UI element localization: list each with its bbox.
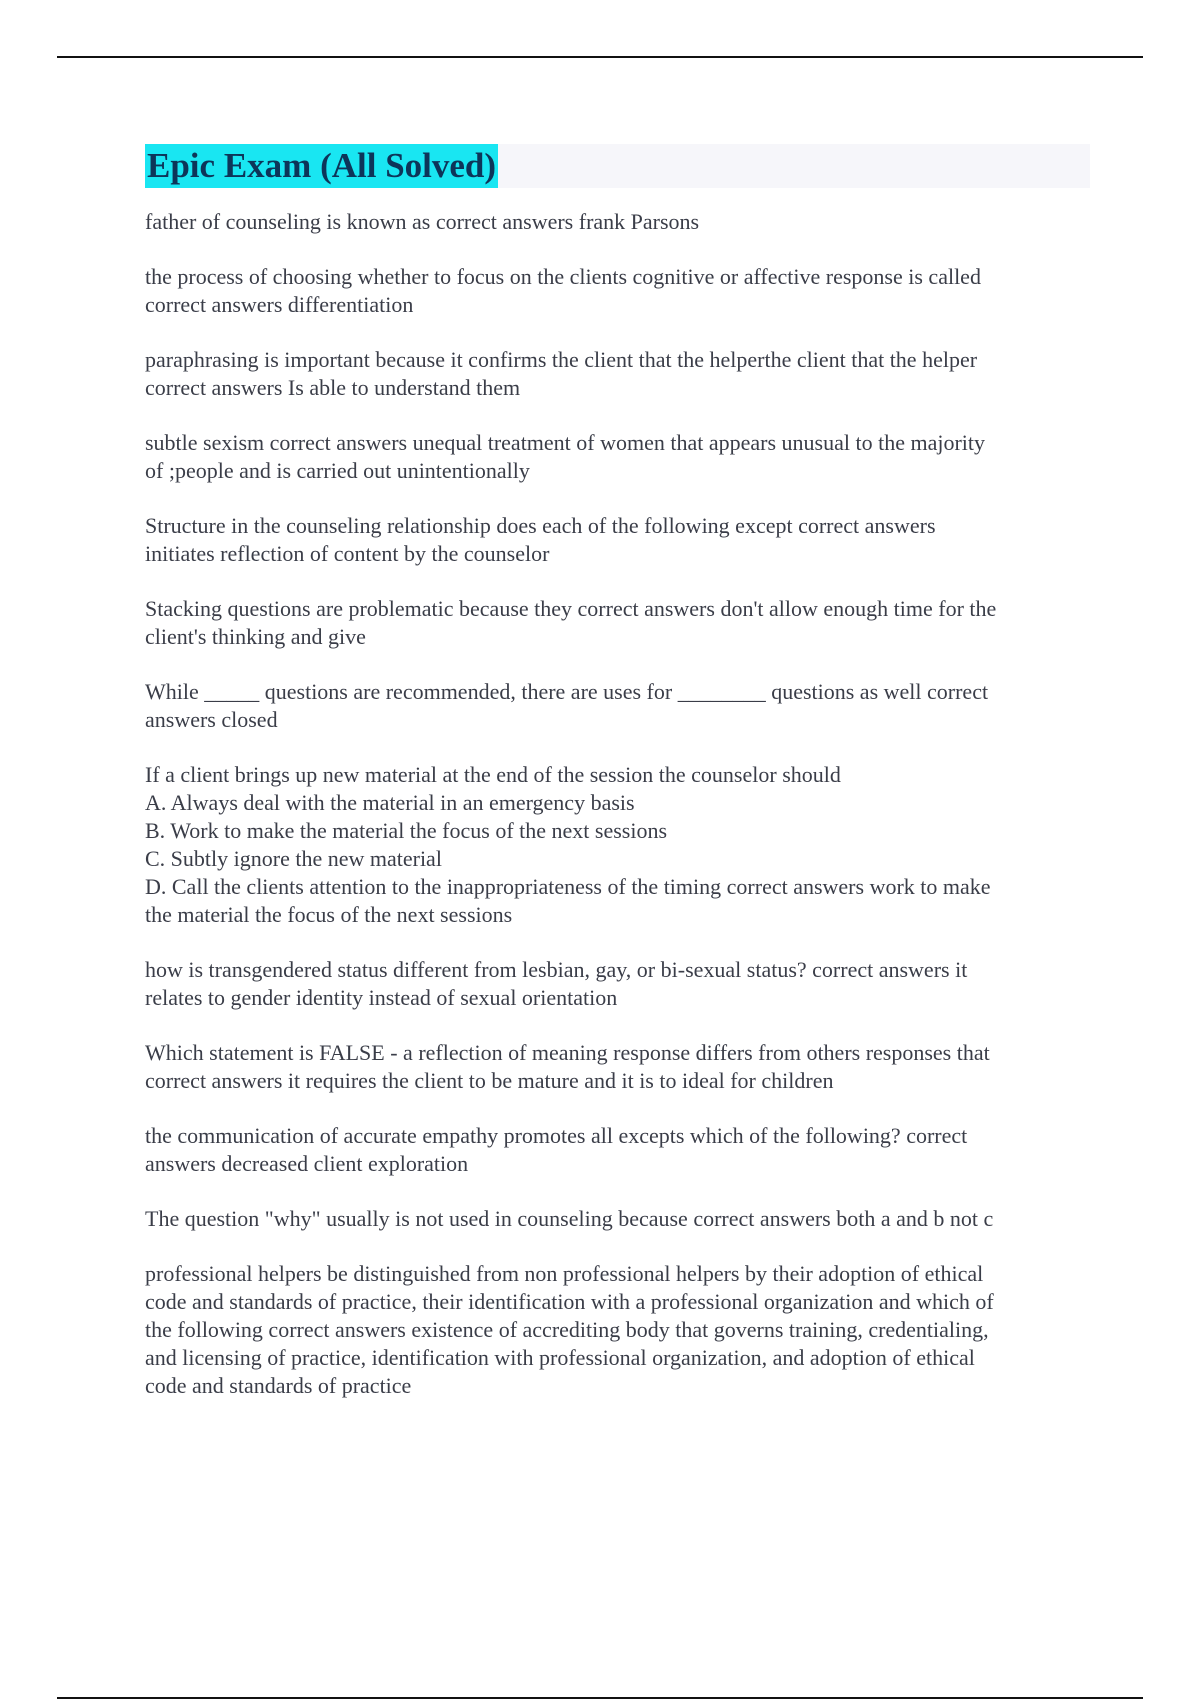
qa-line: C. Subtly ignore the new material [145,846,442,871]
qa-line: relates to gender identity instead of sexual orientation [145,985,618,1010]
qa-item [145,1260,1090,1400]
qa-line: If a client brings up new material at the end of the session the counselor should [145,762,841,787]
qa-list [145,208,1090,1400]
qa-line: B. Work to make the material the focus of the next sessions [145,818,668,843]
qa-line: how is transgendered status different from lesbian, gay, or bi-sexual status? correct answers it [145,957,968,982]
qa-line: code and standards of practice, their identification with a professional organization and which of [145,1289,994,1314]
qa-line: the process of choosing whether to focus on the clients cognitive or affective response is called [145,264,981,289]
qa-line: of ;people and is carried out unintentionally [145,458,530,483]
qa-item [145,208,1090,236]
qa-item [145,678,1090,734]
title-bar [145,144,1090,188]
document-title: Epic Exam (All Solved) [145,144,498,188]
qa-line: answers decreased client exploration [145,1151,469,1176]
qa-line: the communication of accurate empathy promotes all excepts which of the following? correct [145,1123,968,1148]
qa-line: subtle sexism correct answers unequal treatment of women that appears unusual to the majority [145,430,986,455]
qa-item [145,761,1090,929]
qa-line: professional helpers be distinguished from non professional helpers by their adoption of ethical [145,1261,984,1286]
qa-line: While _____ questions are recommended, there are uses for ________ questions as well correct [145,679,989,704]
qa-line: correct answers it requires the client to be mature and it is to ideal for children [145,1068,834,1093]
qa-line: answers closed [145,707,278,732]
page-bottom-rule [57,1697,1143,1699]
qa-line: code and standards of practice [145,1373,412,1398]
qa-line: paraphrasing is important because it confirms the client that the helperthe client that the helper [145,347,978,372]
qa-item [145,512,1090,568]
qa-item [145,1039,1090,1095]
qa-line: Structure in the counseling relationship does each of the following except correct answers [145,513,936,538]
document-body [145,144,1090,1427]
qa-line: Stacking questions are problematic because they correct answers don't allow enough time for the [145,596,997,621]
qa-line: and licensing of practice, identification with professional organization, and adoption of ethical [145,1345,975,1370]
qa-line: the following correct answers existence of accrediting body that governs training, credentialing, [145,1317,989,1342]
qa-line: correct answers Is able to understand them [145,375,521,400]
qa-item [145,1205,1090,1233]
qa-item [145,263,1090,319]
qa-line: A. Always deal with the material in an emergency basis [145,790,635,815]
qa-line: D. Call the clients attention to the inappropriateness of the timing correct answers work to make [145,874,991,899]
qa-item [145,429,1090,485]
qa-line: The question "why" usually is not used in counseling because correct answers both a and b not c [145,1206,994,1231]
qa-line: father of counseling is known as correct answers frank Parsons [145,209,700,234]
qa-line: the material the focus of the next sessions [145,902,513,927]
qa-item [145,1122,1090,1178]
qa-line: correct answers differentiation [145,292,414,317]
page-top-rule [57,56,1143,58]
qa-item [145,346,1090,402]
qa-line: client's thinking and give [145,624,366,649]
qa-item [145,956,1090,1012]
qa-line: initiates reflection of content by the counselor [145,541,550,566]
qa-item [145,595,1090,651]
qa-line: Which statement is FALSE - a reflection of meaning response differs from others responses that [145,1040,990,1065]
